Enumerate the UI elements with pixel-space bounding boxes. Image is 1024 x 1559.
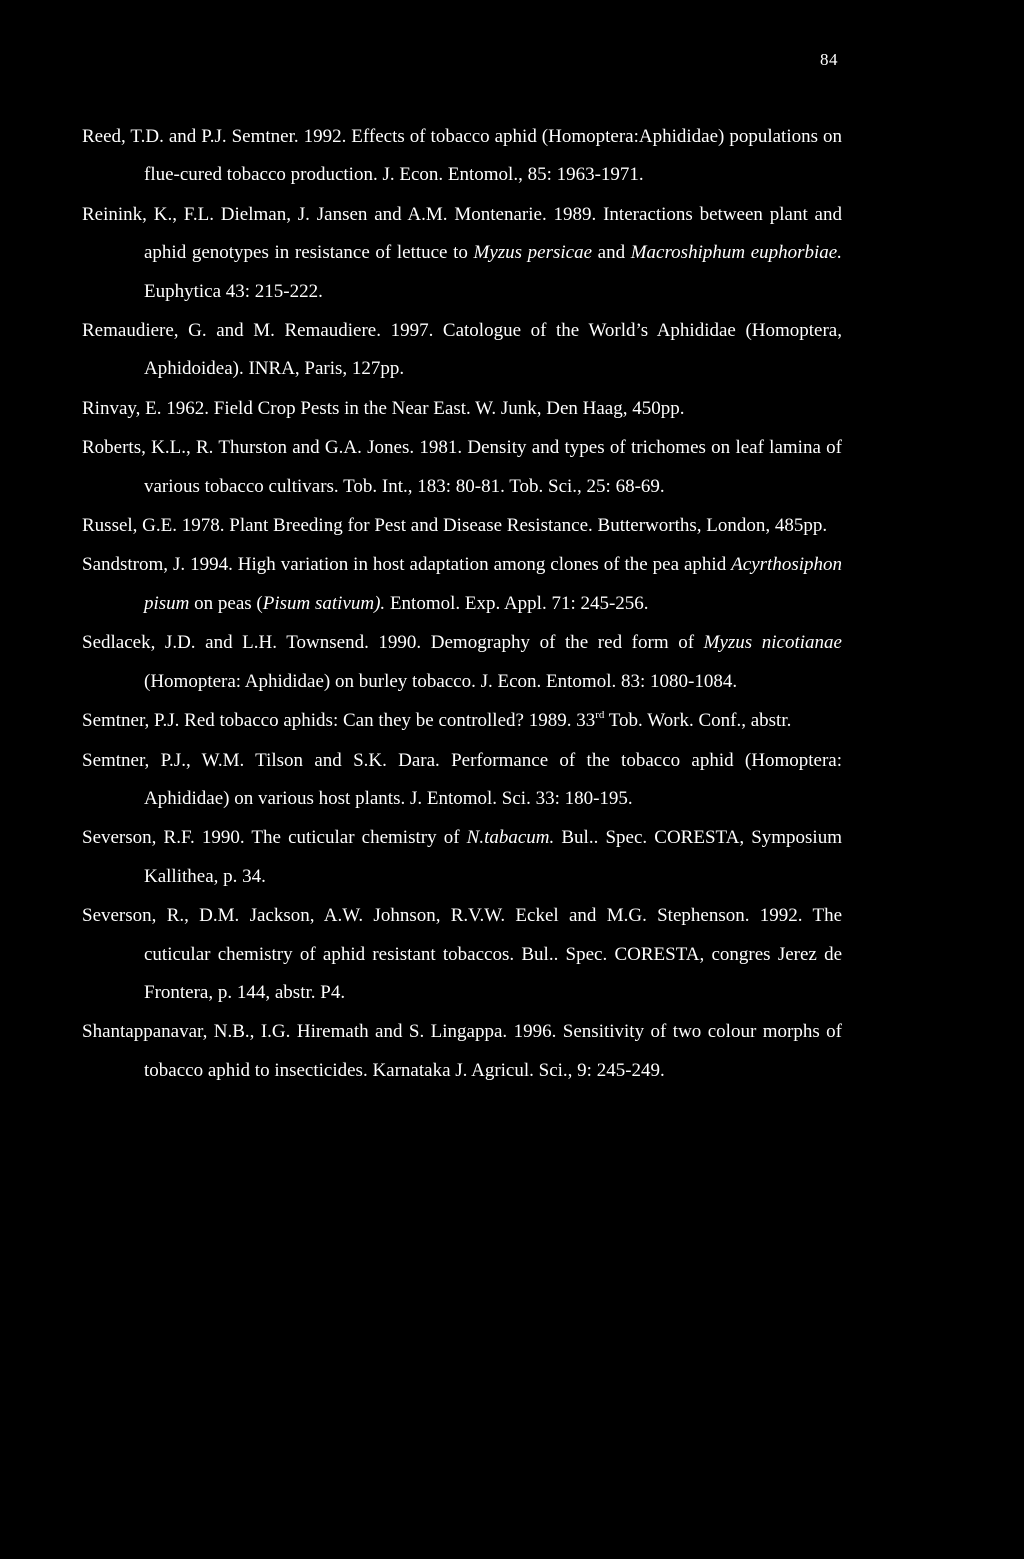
ordinal-superscript: rd	[595, 709, 605, 722]
reference-severson-1992	[82, 897, 842, 1012]
species-name: Macroshiphum euphorbiae.	[630, 242, 842, 264]
reference-text: Euphytica 43: 215-222.	[144, 280, 323, 302]
reference-severson-1990	[82, 819, 842, 896]
reference-russel-1978	[82, 507, 842, 545]
reference-text: Bul.. Spec. CORESTA, Symposium Kallithea, p. 34.	[144, 827, 842, 887]
reference-text: Semtner, P.J. Red tobacco aphids: Can they be controlled? 1989. 33	[82, 710, 596, 732]
species-name: N.tabacum.	[466, 827, 555, 849]
reference-text: Remaudiere, G. and M. Remaudiere. 1997. Catologue of the World’s Aphididae (Homoptera, Aphidoidea). INRA, Paris, 127pp.	[82, 320, 842, 380]
reference-semtner-tilson-dara	[82, 742, 842, 819]
reference-text: Severson, R., D.M. Jackson, A.W. Johnson, R.V.W. Eckel and M.G. Stephenson. 1992. The cuticular chemistry of aphid resistant tobaccos. Bul.. Spec. CORESTA, congres Jerez de Frontera, p. 144, abstr. P4.	[82, 905, 842, 1003]
reference-text: and	[592, 242, 631, 264]
reference-text: Reinink, K., F.L. Dielman, J. Jansen and A.M. Montenarie. 1989. Interactions between plant and aphid genotypes in resistance of lettuce to	[82, 203, 842, 264]
reference-semtner-1989	[82, 702, 842, 740]
reference-reinink-1989	[82, 196, 842, 311]
reference-text: Roberts, K.L., R. Thurston and G.A. Jones. 1981. Density and types of trichomes on leaf lamina of various tobacco cultivars. Tob. Int., 183: 80-81. Tob. Sci., 25: 68-69.	[82, 437, 842, 497]
reference-remaudiere-1997	[82, 312, 842, 389]
reference-text: Russel, G.E. 1978. Plant Breeding for Pest and Disease Resistance. Butterworths, London, 485pp.	[82, 515, 828, 537]
reference-list	[82, 118, 842, 1091]
species-name: Myzus persicae	[473, 242, 593, 264]
reference-text: Reed, T.D. and P.J. Semtner. 1992. Effects of tobacco aphid (Homoptera:Aphididae) populations on flue-cured tobacco production. J. Econ. Entomol., 85: 1963-1971.	[82, 126, 842, 186]
reference-reed-1992	[82, 118, 842, 195]
reference-text: Sandstrom, J. 1994. High variation in host adaptation among clones of the pea aphid	[82, 554, 732, 576]
reference-text: Shantappanavar, N.B., I.G. Hiremath and S. Lingappa. 1996. Sensitivity of two colour morphs of tobacco aphid to insecticides. Karnataka J. Agricul. Sci., 9: 245-249.	[82, 1021, 842, 1081]
reference-text: Rinvay, E. 1962. Field Crop Pests in the Near East. W. Junk, Den Haag, 450pp.	[82, 397, 685, 419]
reference-text: Semtner, P.J., W.M. Tilson and S.K. Dara. Performance of the tobacco aphid (Homoptera: Aphididae) on various host plants. J. Entomol. Sci. 33: 180-195.	[82, 749, 842, 809]
reference-sandstrom-1994	[82, 546, 842, 623]
page-number: 84	[820, 50, 838, 69]
reference-shantappanavar-1996	[82, 1013, 842, 1090]
reference-sedlacek-1990	[82, 624, 842, 701]
reference-text: Sedlacek, J.D. and L.H. Townsend. 1990. Demography of the red form of	[82, 632, 704, 654]
reference-roberts-1981	[82, 429, 842, 506]
reference-text: Tob. Work. Conf., abstr.	[604, 710, 792, 732]
species-name: Myzus nicotianae	[703, 632, 842, 654]
species-name: Pisum sativum).	[262, 592, 386, 614]
reference-text: Severson, R.F. 1990. The cuticular chemistry of	[82, 827, 467, 849]
reference-rinvay-1962	[82, 390, 842, 428]
reference-text: (Homoptera: Aphididae) on burley tobacco. J. Econ. Entomol. 83: 1080-1084.	[144, 670, 738, 692]
reference-text: Entomol. Exp. Appl. 71: 245-256.	[385, 592, 649, 614]
reference-text: on peas (	[189, 592, 263, 614]
species-name: Acyrthosiphon pisum	[144, 554, 842, 614]
